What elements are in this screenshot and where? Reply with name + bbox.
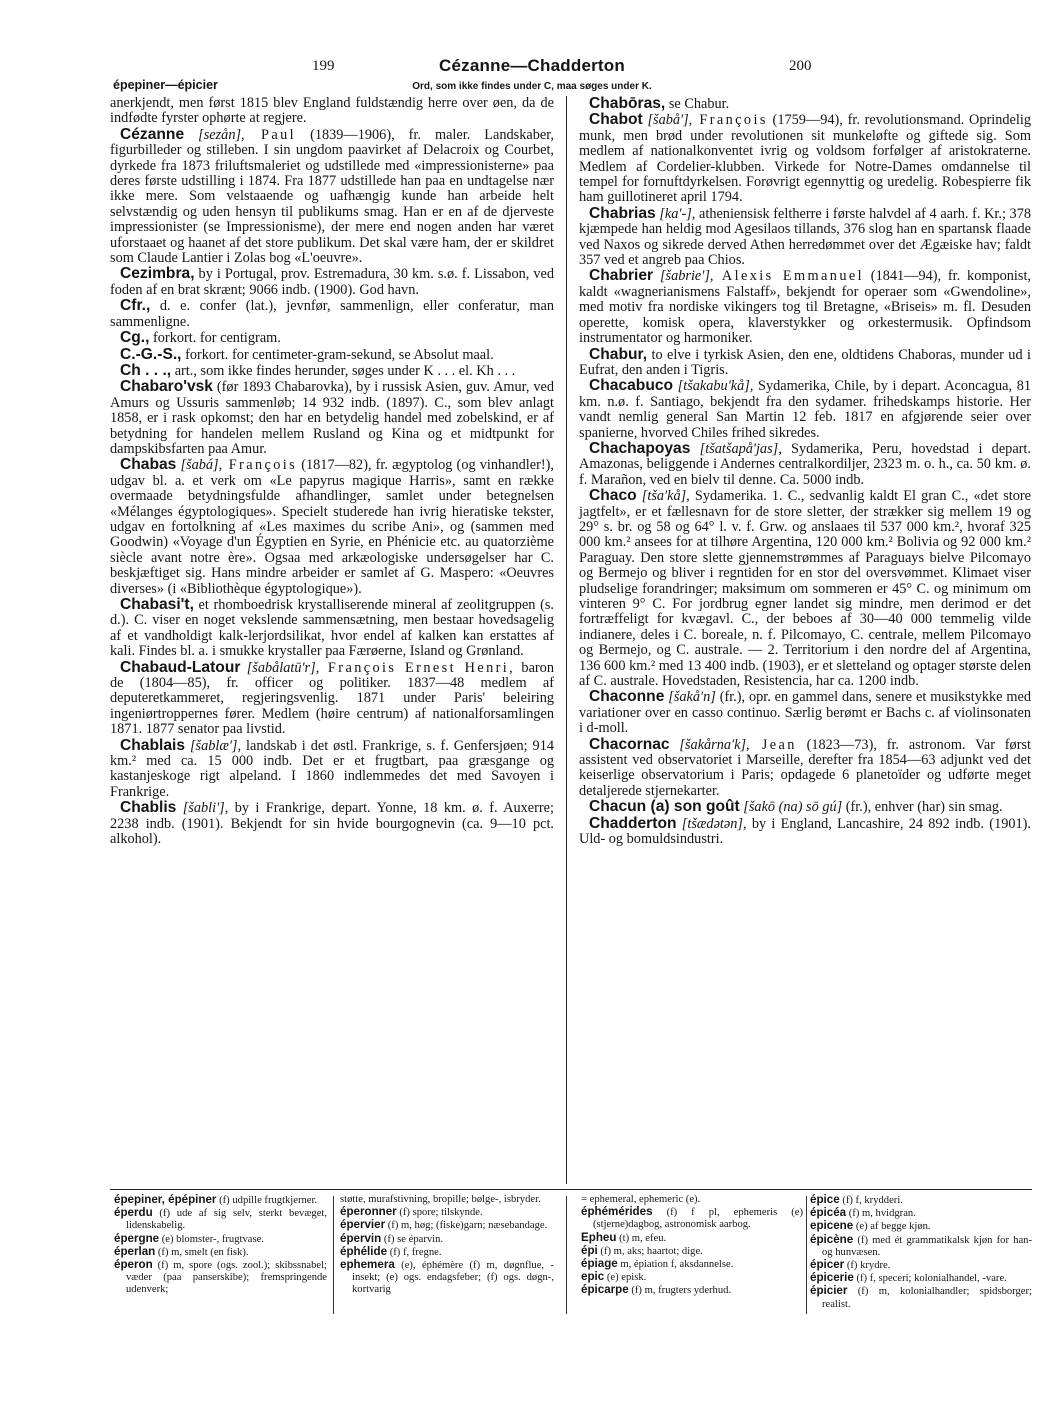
footer-column-3	[581, 1194, 803, 1298]
glossary-text: med ét grammatikalsk kjøn for han- og hunvæsen.	[822, 1234, 1032, 1258]
glossary-headword: épepiner, épépiner	[114, 1193, 217, 1206]
entry-pronunciation: [šabå'],	[642, 112, 693, 129]
running-title: Cézanne—Chadderton	[439, 56, 625, 75]
footer-range-label: épepiner—épicier	[113, 78, 218, 92]
glossary-headword: épiage	[581, 1257, 618, 1271]
dictionary-entry	[110, 597, 554, 660]
entry-headword: Chacabuco	[589, 377, 674, 395]
glossary-text: m, épiation f, aksdannelse.	[617, 1259, 734, 1271]
entry-headword: Chabaud-Latour	[120, 658, 241, 676]
header-note: Ord, som ikke findes under C, maa søges under K.	[412, 81, 652, 92]
entry-headword: Chadderton	[589, 814, 677, 832]
gender-marker: (f)	[383, 1233, 395, 1245]
glossary-text: f pl, ephemeris (e) (stjerne)dagbog, astronomisk aarbog.	[593, 1207, 803, 1231]
dictionary-entry	[579, 816, 1031, 848]
entry-text: by i Portugal, prov. Estremadura, 30 km. s.ø. f. Lissabon, ved foden af en brat skrænt; 9066 indb. (1900). God havn.	[110, 266, 554, 298]
gender-marker: (t)	[619, 1232, 630, 1244]
glossary-text: = ephemeral, ephemeric (e).	[581, 1194, 701, 1205]
glossary-headword: épergne	[114, 1231, 160, 1245]
entry-headword: Chablis	[120, 799, 177, 817]
gender-marker: (e)	[855, 1221, 868, 1233]
entry-pronunciation: [tšædətən],	[676, 815, 747, 832]
entry-text: anerkjendt, men først 1815 blev England fuldstændig herre over øen, da de indfødte fyrster ophørte at regjere.	[110, 95, 554, 127]
footer-divider-3	[806, 1196, 807, 1314]
gender-marker: (f)	[856, 1273, 868, 1285]
dictionary-entry	[110, 127, 554, 267]
gender-marker: (f)	[857, 1286, 869, 1298]
glossary-headword: épi	[581, 1243, 598, 1257]
glossary-entry	[340, 1259, 554, 1297]
entry-text: forkort. for centigram.	[149, 330, 281, 347]
dictionary-entry	[110, 379, 554, 457]
entry-text: se Chabur.	[665, 96, 730, 112]
entry-pronunciation: [šablæ'],	[185, 737, 242, 754]
column-divider	[566, 96, 567, 1184]
glossary-text: blomster-, frugtvase.	[173, 1233, 264, 1245]
glossary-text: m, frugters yderhud.	[641, 1285, 732, 1297]
entry-pronunciation: [ka'-],	[655, 205, 696, 222]
gender-marker: (f)	[387, 1220, 399, 1232]
dictionary-entry	[110, 298, 554, 330]
entry-pronunciation: [šabá],	[176, 457, 223, 474]
entry-text: forkort. for centimeter-gram-sekund, se Absolut maal.	[181, 346, 494, 363]
page-number-right: 200	[789, 58, 812, 74]
glossary-text: m, spore (ogs. zool.); skibssnabel; væder (paa panserskibe); fremspringende udenverk;	[126, 1260, 327, 1296]
glossary-text: se éparvin.	[394, 1233, 444, 1245]
gender-marker: (f)	[857, 1234, 868, 1246]
entry-text: (før 1893 Chabarovka), by i russisk Asien, guv. Amur, ved Amurs og Ussuris sammenløb; 14 932 indb. (1897). C., som blev anlagt 1858, er i rask opkomst; den har en betydelig handel med zobelskind, er af betydning for handelen mellem Rusland og Kina og et midtpunkt for dampskibsfarten paa Amur.	[110, 379, 554, 457]
dictionary-entry	[579, 799, 1031, 815]
entry-headword: Chacun (a) son goût	[589, 798, 740, 816]
dictionary-entry	[579, 689, 1031, 736]
glossary-headword: éphémérides	[581, 1205, 653, 1219]
footer-column-4	[810, 1194, 1032, 1311]
glossary-entry	[114, 1207, 327, 1232]
entry-name: François	[692, 112, 768, 129]
footer-column-2	[340, 1194, 554, 1297]
glossary-text: m, aks; haartot; dige.	[611, 1245, 703, 1257]
gender-marker: (f)	[219, 1195, 230, 1206]
glossary-entry	[810, 1234, 1032, 1259]
dictionary-entry	[110, 330, 554, 346]
glossary-headword: epic	[581, 1270, 605, 1284]
entry-pronunciation: [šabålatū'r],	[240, 659, 320, 676]
entry-headword: Chaco	[589, 487, 637, 505]
entry-pronunciation: [šakårna'k],	[669, 736, 750, 753]
gender-marker: (f)	[600, 1245, 612, 1257]
glossary-text: m, hvidgran.	[859, 1208, 916, 1220]
footer-divider	[110, 1189, 1032, 1190]
entry-text: Sydamerika. 1. C., sedvanlig kaldt El gran C., «det store jagtfelt», er et fællesnavn for de store sletter, der strækker sig mellem 19 og 29° s. br. og 58 og 64° l. v. f. Grw. og anslaaes til 537 000 km.², hvoraf 325 000 km.² ansees for at tilhøre Argentina, 120 000 km.² Bolivia og 92 000 km.² Paraguay. Den store slette gjennemstrømmes af Paraguays bielve Pilcomayo og Bermejo og bliver i regntiden for en stor del oversvømmet. Klimaet viser pludselige forandringer; maksimum om sommeren er 45° C. og minimum om vinteren 9° C. For jordbrug egner landet sig mindre, men derimod er det fortræffeligt for kvægavl. C., der beboes af 30—40 000 temmelig vilde indianere, deles i C. boreale, n. f. Pilcomayo, C. centrale, mellem Pilcomayo og Bermejo, og C. australe. — 2. Territorium i den nordre del af Argentina, 136 600 km.² med 13 400 indb. (1903), er et sletteland og optager største delen af C. australe. Hovedstaden, Resistencia, har ca. 1200 indb.	[579, 488, 1031, 690]
glossary-text: , éphémère (f) m, døgnflue, -insekt; (e) ogs. endagsfeber; (f) ogs. døgn-, kortvarig	[352, 1260, 554, 1296]
entry-headword: Chacornac	[589, 735, 670, 753]
dictionary-entry	[579, 737, 1031, 800]
glossary-headword: épervin	[340, 1231, 382, 1245]
dictionary-entry	[579, 206, 1031, 269]
glossary-text: m, efeu.	[629, 1232, 667, 1244]
entry-headword: Cézanne	[120, 125, 185, 143]
glossary-headword: éperonner	[340, 1205, 397, 1219]
entry-text: Sydamerika, Peru, hovedstad i depart. Amazonas, beliggende i Andernes centralkordiljer, 2323 m. o. h., ca. 50 km. ø. f. Marañon, ved en bielv til denne. Ca. 5000 indb.	[579, 440, 1031, 488]
gender-marker: (f)	[159, 1208, 171, 1220]
gender-marker: (f)	[631, 1285, 642, 1297]
entry-text: baron de (1804—85), fr. officer og politiker. 1837—48 medlem af deputeretkammeret, regjeringsvenlig. 1871 under Paris' beleiring ingeniørtroppernes fører. Medlem (høire centrum) af nationalforsamlingen 1871. 1877 senator paa livstid.	[110, 659, 554, 738]
dictionary-entry	[579, 268, 1031, 346]
glossary-entry	[114, 1259, 327, 1297]
glossary-headword: épice	[810, 1193, 840, 1206]
entry-name: Alexis Emmanuel	[713, 268, 864, 285]
entry-headword: Chablais	[120, 736, 185, 754]
entry-text: (1817—82), fr. ægyptolog (og vinhandler!), udgav bl. a. et verk om «Le papyrus magique Harris», samt en række overmaade betydningsfulde afhandlinger, samlet under betegnelsen «Mélanges égyptologiques». Specielt studerede han ivrig hieratiske tekster, udgav en fortolkning af «Les maximes du scribe Ani», og (sammen med Goodwin) «Voyage d'un Égyptien en Syrie, en Phénicie etc. au quatorzième siècle avant notre ère». Ogsaa med arkæologiske undersøgelser har C. beskjæftiget sig. Hans mindre arbeider er samlet af G. Maspero: «Oeuvres diverses» (i «Bibliothèque égyptologique»).	[110, 457, 554, 597]
gender-marker: (f)	[846, 1260, 858, 1272]
glossary-entry	[810, 1285, 1032, 1310]
glossary-text: krydre.	[857, 1260, 891, 1272]
glossary-headword: éphélide	[340, 1244, 388, 1258]
glossary-headword: éperon	[114, 1258, 153, 1272]
dictionary-entry	[579, 112, 1031, 205]
gender-marker: (f)	[842, 1195, 853, 1206]
entry-text: (fr.), opr. en gammel dans, senere et musikstykke med variationer over en casso continuo. Særlig berømt er Bachs c. af violinsonaten i d-moll.	[579, 689, 1031, 737]
entry-headword: Chabasi't,	[120, 596, 194, 613]
dictionary-entry	[110, 96, 554, 127]
page-number-left: 199	[312, 58, 335, 74]
glossary-headword: épicier	[810, 1284, 848, 1298]
entry-pronunciation: [tšakabu'kå],	[673, 378, 754, 395]
entry-text: Sydamerika, Chile, by i depart. Aconcagua, 81 km. n.ø. f. Santiago, bekjendt fra den sydamer. frihedskamps historie. Her vandt nemlig general San Martin 12 feb. 1817 en afgjørende seier over spanierne, hvorved Chiles frihed sikredes.	[579, 378, 1031, 441]
gender-marker: (f)	[389, 1246, 401, 1258]
glossary-text: f, krydderi.	[852, 1195, 903, 1206]
glossary-text: m, kolonialhandler; spidsborger; realist.	[822, 1286, 1032, 1310]
glossary-headword: épicarpe	[581, 1283, 629, 1297]
entry-pronunciation: [šakå'n]	[664, 689, 716, 706]
entry-headword: Chabaro'vsk	[120, 378, 213, 396]
glossary-text: m, høg; (fiske)garn; næsebandage.	[398, 1220, 548, 1232]
glossary-headword: épicène	[810, 1232, 854, 1246]
glossary-entry	[581, 1206, 803, 1231]
dictionary-entry	[579, 441, 1031, 488]
entry-pronunciation: [šakō (na) sō gú]	[739, 799, 843, 816]
entry-headword: Chabot	[589, 111, 643, 129]
entry-headword: Chabas	[120, 456, 177, 474]
entry-headword: Chachapoyas	[589, 439, 691, 457]
entry-text: (1823—73), fr. astronom. Var først assistent ved observatoriet i Marseille, derefter fra 1854—63 adjunkt ved det keiserlige observatorium i Paris; opdagede 6 planetoïder og udførte meget detaljerede stjernekarter.	[579, 736, 1032, 799]
dictionary-entry	[110, 363, 554, 379]
entry-text: et rhomboedrisk krystalliserende mineral af zeolitgruppen (s. d.). C. viser en noget vekslende sammensætning, men bestaar hovedsagelig af et vandholdigt kalk-lerjordsilikat, hvor endel af kalken kan erstattes af kali. Findes bl. a. i smukke krystaller paa Færøerne, Island og Grønland.	[110, 597, 554, 660]
entry-headword: Cg.,	[120, 329, 150, 347]
dictionary-entry	[110, 457, 554, 597]
glossary-text: ude af sig selv, sterkt bevæget, lidenskabelig.	[126, 1208, 327, 1232]
entry-text: by i England, Lancashire, 24 892 indb. (1901). Uld- og bomuldsindustri.	[579, 815, 1032, 848]
entry-pronunciation: [šabli'],	[176, 800, 229, 817]
entry-text: (1759—94), fr. revolutionsmand. Oprindelig munk, men brød under revolutionen sit munkeløfte og giftede sig. Som medlem af nationalkonventet ivrig og voldsom forfølger af aristokraterne. Medlem af Cordelier-klubben. Virkede for Notre-Dames omdannelse til tempel for fornuftdyrkelsen. Forøvrigt egennyttig og uredelig. Robespierre fik ham guillotineret april 1794.	[579, 112, 1031, 206]
entry-name: Jean	[749, 736, 797, 753]
entry-headword: Chabur,	[589, 345, 648, 363]
dictionary-entry	[110, 266, 554, 298]
glossary-headword: ephemera	[340, 1258, 395, 1272]
right-column	[579, 96, 1031, 848]
entry-text: (fr.), enhver (har) sin smag.	[842, 799, 1003, 816]
entry-text: d. e. confer (lat.), jevnfør, sammenlign, eller conferatur, man sammenligne.	[110, 298, 554, 330]
footer-divider-2	[566, 1196, 567, 1314]
glossary-text: støtte, murafstivning, bropille; bølge-, isbryder.	[340, 1194, 541, 1205]
glossary-headword: épicer	[810, 1258, 845, 1272]
entry-pronunciation: [sezån],	[184, 126, 245, 143]
footer-column-1	[114, 1194, 327, 1297]
footer-divider-1	[333, 1196, 334, 1314]
entry-text: atheniensisk feltherre i første halvdel af 4 aarh. f. Kr.; 378 kjæmpede han heldig mod Agesilaos tillands, 376 slog han en spartansk flaade ved Naxos og sikrede derved Athen herredømmet over det Ægæiske hav; faldt 357 ved et angreb paa Chios.	[579, 205, 1031, 269]
entry-pronunciation: [šabrie'],	[653, 268, 714, 285]
glossary-headword: éperdu	[114, 1206, 153, 1220]
entry-headword: Chaconne	[589, 688, 665, 706]
glossary-text: f, fregne.	[400, 1246, 442, 1258]
glossary-headword: épicerie	[810, 1271, 854, 1285]
glossary-headword: épicéa	[810, 1206, 847, 1220]
glossary-headword: Epheu	[581, 1230, 617, 1244]
glossary-text: m, smelt (en fisk).	[168, 1246, 249, 1258]
entry-headword: Chabōras,	[589, 95, 666, 112]
entry-headword: Chabrier	[589, 267, 654, 285]
dictionary-entry	[579, 488, 1031, 689]
glossary-entry	[581, 1258, 803, 1271]
gender-marker: (e)	[161, 1233, 174, 1245]
entry-headword: Chabrias	[589, 204, 656, 222]
dictionary-entry	[110, 738, 554, 801]
glossary-text: udpille frugtkjerner.	[229, 1195, 318, 1206]
entry-name: François Ernest Henri,	[319, 659, 516, 676]
dictionary-entry	[110, 660, 554, 738]
glossary-headword: epicene	[810, 1219, 854, 1233]
gender-marker: (f)	[848, 1208, 860, 1220]
entry-name: François	[222, 457, 298, 474]
dictionary-entry	[579, 96, 1031, 112]
glossary-entry	[581, 1284, 803, 1297]
glossary-text: af begge kjøn.	[867, 1221, 931, 1233]
dictionary-entry	[110, 800, 554, 847]
glossary-headword: épervier	[340, 1218, 386, 1232]
entry-headword: Cezimbra,	[120, 265, 195, 283]
entry-headword: Ch . . .,	[120, 361, 172, 379]
dictionary-entry	[579, 347, 1031, 379]
gender-marker: (f)	[399, 1207, 410, 1219]
dictionary-entry	[579, 378, 1031, 441]
entry-text: landskab i det østl. Frankrige, s. f. Genfersjøen; 914 km.² med ca. 15 000 indb. Det er et frugtbart, paa græsgange og kastanjeskoge rigt alpeland. I 1860 indlemmedes det med Savoyen i Frankrige.	[110, 737, 554, 800]
entry-text: art., som ikke findes herunder, søges under K . . . el. Kh . . .	[171, 362, 516, 379]
gender-marker: (f)	[666, 1207, 678, 1219]
entry-text: (1841—94), fr. komponist, kaldt «wagnerianismens Falstaff», bekjendt for operaer som «Gwendoline», med motiv fra nordiske vikingers tog til Bretagne, «Briseis» m. fl. Desuden operette, komisk opera, klaverstykker og orkestermusik. Opfindsom instrumentator og harmoniker.	[579, 268, 1031, 347]
entry-headword: C.-G.-S.,	[120, 345, 182, 363]
left-column	[110, 96, 554, 848]
gender-marker: (f)	[157, 1260, 169, 1272]
glossary-headword: éperlan	[114, 1244, 156, 1258]
glossary-text: f, speceri; kolonialhandel, -vare.	[867, 1273, 1007, 1285]
glossary-entry	[581, 1232, 803, 1245]
gender-marker: (f)	[157, 1246, 169, 1258]
gender-marker: (e)	[401, 1260, 413, 1272]
gender-marker: (e)	[606, 1272, 619, 1284]
glossary-text: episk.	[618, 1272, 647, 1284]
entry-text: by i Frankrige, depart. Yonne, 18 km. ø. f. Auxerre; 2238 indb. (1901). Bekjendt for sin hvide bourgognevin (ca. 9—10 pct. alkohol).	[110, 800, 554, 848]
glossary-text: spore; tilskynde.	[409, 1207, 483, 1219]
entry-pronunciation: [tša'kå],	[636, 488, 690, 505]
entry-pronunciation: [tšatšapå'jas],	[690, 440, 782, 457]
entry-headword: Cfr.,	[120, 297, 151, 315]
entry-name: Paul	[244, 126, 297, 143]
entry-text: to elve i tyrkisk Asien, den ene, oldtidens Chaboras, munder ud i Eufrat, den anden i Tigris.	[579, 346, 1031, 378]
entry-text: (1839—1906), fr. maler. Landskaber, figurbilleder og stilleben. I sin ungdom paavirket af Delacroix og Courbet, dyrkede fra 1873 friluftsmaleriet og udstillede med «impressionisterne» paa deres første udstilling i 1874. Fra 1877 udstillede han paa en undtagelse nær ikke mere. Som velstaaende og uafhængig kunde han arbeide helt selvstændig og uden hensyn til publikums smag. Han er en af de djerveste impressionister (se Impressionisme), der mere end nogen anden har været uforstaaet og haanet af det store publikum. Det skal være ham, der er skildret som Claude Lantier i Zolas bog «L'oeuvre».	[110, 126, 554, 267]
dictionary-entry	[110, 347, 554, 363]
